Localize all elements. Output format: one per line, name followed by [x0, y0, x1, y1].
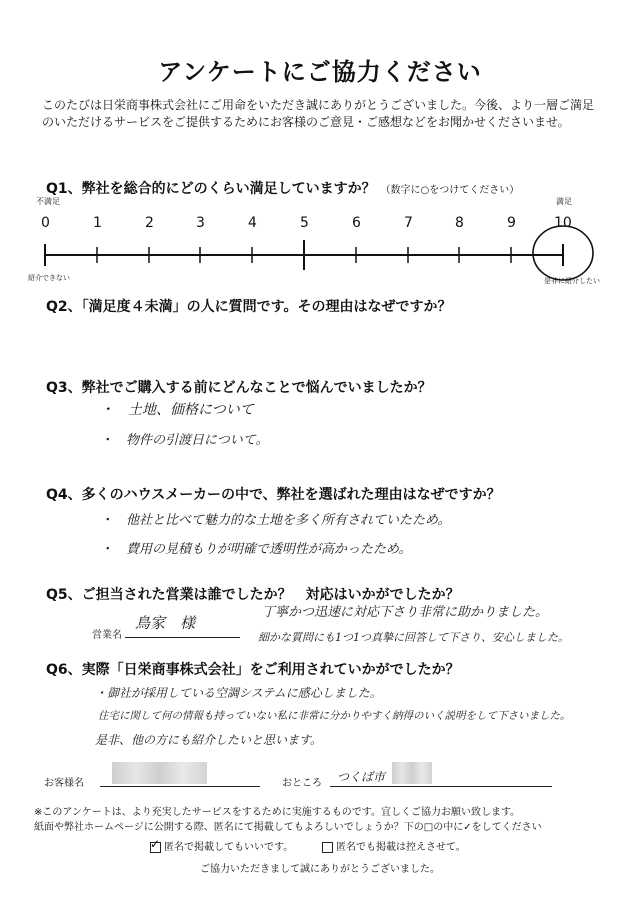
decline-checkbox[interactable]: [322, 842, 333, 853]
footer-line-2: 紙面や弊社ホームページに公開する際、匿名にて掲載してもよろしいでしょうか？下の□の中に✓をしてください: [34, 822, 542, 833]
sales-underline: [125, 637, 240, 638]
check-icon: ✓: [150, 836, 161, 851]
tick-4: 4: [248, 215, 257, 231]
q2-label: Q2、「満足度４未満」の人に質問です。その理由はなぜですか？: [46, 299, 452, 315]
sales-name: 鳥家 様: [135, 614, 196, 632]
customer-address-value: つくば市: [337, 770, 386, 784]
q4-label: Q4、多くのハウスメーカーの中で、弊社を選ばれた理由はなぜですか？: [46, 487, 501, 503]
option-decline[interactable]: [322, 838, 466, 853]
tick-2: 2: [145, 215, 154, 231]
intro-text: このたびは日栄商事株式会社にご用命をいただき誠にありがとうございました。今後、より一層ご満足のいただけるサービスをご提供するためにお客様のご意見・ご感想などをお聞かせくださいませ。: [42, 98, 595, 129]
scale-max-label: 満足: [556, 197, 572, 206]
q1-note: （数字に○をつけてください）: [380, 185, 520, 196]
q6-answer-2: 住宅に関して何の情報も持っていない私に非常に分かりやすく納得のいく説明をして下さいました。: [98, 710, 571, 722]
option-anonymous-ok[interactable]: [150, 838, 293, 853]
thanks-text: ご協力いただきまして誠にありがとうございました。: [200, 864, 440, 875]
footer-note: [34, 805, 604, 835]
q3-label: Q3、弊社でご購入する前にどんなことで悩んでいましたか？: [46, 380, 432, 396]
tick-8: 8: [455, 215, 464, 231]
customer-name-underline: [100, 786, 260, 787]
tick-7: 7: [404, 215, 413, 231]
q3-answer-2: ・ 物件の引渡日について。: [100, 433, 269, 448]
q5-comment-1: 丁寧かつ迅速に対応下さり非常に助かりました。: [262, 605, 549, 620]
tick-0: 0: [41, 215, 50, 231]
q4-answer-2: ・ 費用の見積もりが明確で透明性が高かったため。: [100, 542, 412, 557]
customer-name-label: お客様名: [44, 778, 84, 789]
tick-6: 6: [352, 215, 361, 231]
scale-min-label: 不満足: [36, 197, 60, 206]
satisfaction-scale: [30, 225, 610, 285]
anonymous-ok-checkbox[interactable]: [150, 836, 161, 853]
sales-label: 営業名: [92, 630, 122, 641]
q3-answer-1: ・ 土地、価格について: [100, 402, 254, 418]
q1-question: [46, 178, 519, 198]
option-anonymous-ok-label: 匿名で掲載してもいいです。: [164, 842, 294, 853]
q5-label: Q5、ご担当された営業は誰でしたか？ 対応はいかがでしたか？: [46, 587, 460, 603]
scale-right-sub: 是非に紹介したい: [544, 277, 600, 285]
q6-answer-3: 是非、他の方にも紹介したいと思います。: [95, 733, 323, 747]
survey-title: アンケートにご協力ください: [158, 58, 482, 86]
footer-line-1: ※このアンケートは、より充実したサービスをするために実施するものです。宜しくご協力お願い致します。: [34, 807, 521, 818]
tick-9: 9: [507, 215, 516, 231]
tick-10: 10: [554, 215, 572, 231]
q6-label: Q6、実際「日栄商事株式会社」をご利用されていかがでしたか？: [46, 662, 460, 678]
customer-name-redacted: [112, 762, 207, 784]
tick-3: 3: [196, 215, 205, 231]
tick-1: 1: [93, 215, 102, 231]
customer-address-label: おところ: [282, 778, 322, 789]
q4-answer-1: ・ 他社と比べて魅力的な土地を多く所有されていたため。: [100, 513, 451, 528]
q1-label: Q1、弊社を総合的にどのくらい満足していますか？: [46, 181, 376, 197]
scale-left-sub: 紹介できない: [28, 274, 70, 282]
customer-address-underline: [330, 786, 552, 787]
tick-5: 5: [300, 215, 309, 231]
option-decline-label: 匿名でも掲載は控えさせて。: [336, 842, 466, 853]
q6-answer-1: ・御社が採用している空調システムに感心しました。: [95, 686, 382, 700]
customer-address-redacted: [392, 762, 432, 784]
q5-comment-2: 細かな質問にも1つ1つ真摯に回答して下さり、安心しました。: [258, 631, 569, 644]
